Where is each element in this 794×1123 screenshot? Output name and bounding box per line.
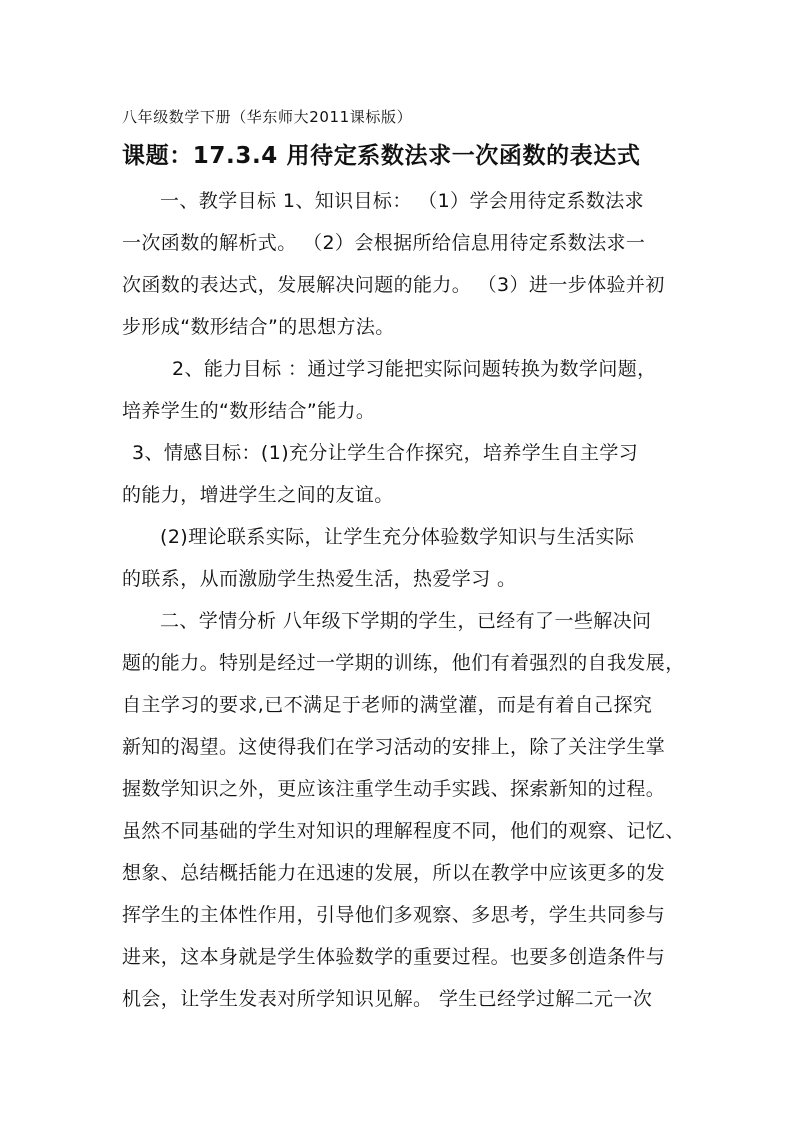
- body-line: (2)理论联系实际，让学生充分体验数学知识与生活实际: [160, 526, 635, 548]
- body-line: 想象、总结概括能力在迅速的发展，所以在教学中应该更多的发: [122, 862, 666, 884]
- body-line: 虽然不同基础的学生对知识的理解程度不同，他们的观察、记忆、: [122, 820, 685, 842]
- body-line: 次函数的表达式，发展解决问题的能力。 （3）进一步体验并初: [122, 274, 665, 296]
- body-line: 机会，让学生发表对所学知识见解。 学生已经学过解二元一次: [122, 988, 653, 1010]
- body-line: 二、学情分析 八年级下学期的学生，已经有了一些解决问: [160, 610, 652, 632]
- body-line: 一、教学目标 1、知识目标： （1）学会用待定系数法求: [160, 190, 645, 212]
- body-line: 握数学知识之外，更应该注重学生动手实践、探索新知的过程。: [122, 778, 666, 800]
- body-line: 一次函数的解析式。 （2）会根据所给信息用待定系数法求一: [122, 232, 646, 254]
- body-line: 的联系，从而激励学生热爱生活，热爱学习 。: [122, 568, 517, 590]
- body-line: 挥学生的主体性作用，引导他们多观察、多思考，学生共同参与: [122, 904, 666, 926]
- body-line: 新知的渴望。这使得我们在学习活动的安排上，除了关注学生掌: [122, 736, 666, 758]
- body-line: 2、能力目标 ：通过学习能把实际问题转换为数学问题，: [172, 358, 657, 380]
- body-line: 自主学习的要求,已不满足于老师的满堂灌，而是有着自己探究: [122, 694, 653, 716]
- document-title: 课题：17.3.4 用待定系数法求一次函数的表达式: [122, 143, 641, 169]
- body-line: 培养学生的“数形结合”能力。: [122, 400, 376, 422]
- body-line: 进来，这本身就是学生体验数学的重要过程。也要多创造条件与: [122, 946, 666, 968]
- body-line: 题的能力。特别是经过一学期的训练，他们有着强烈的自我发展，: [122, 652, 685, 674]
- document-subtitle: 八年级数学下册（华东师大2011课标版）: [122, 108, 413, 126]
- body-line: 的能力，增进学生之间的友谊。: [122, 484, 394, 506]
- body-line: 3、情感目标：(1)充分让学生合作探究，培养学生自主学习: [132, 442, 639, 464]
- body-line: 步形成“数形结合”的思想方法。: [122, 316, 395, 338]
